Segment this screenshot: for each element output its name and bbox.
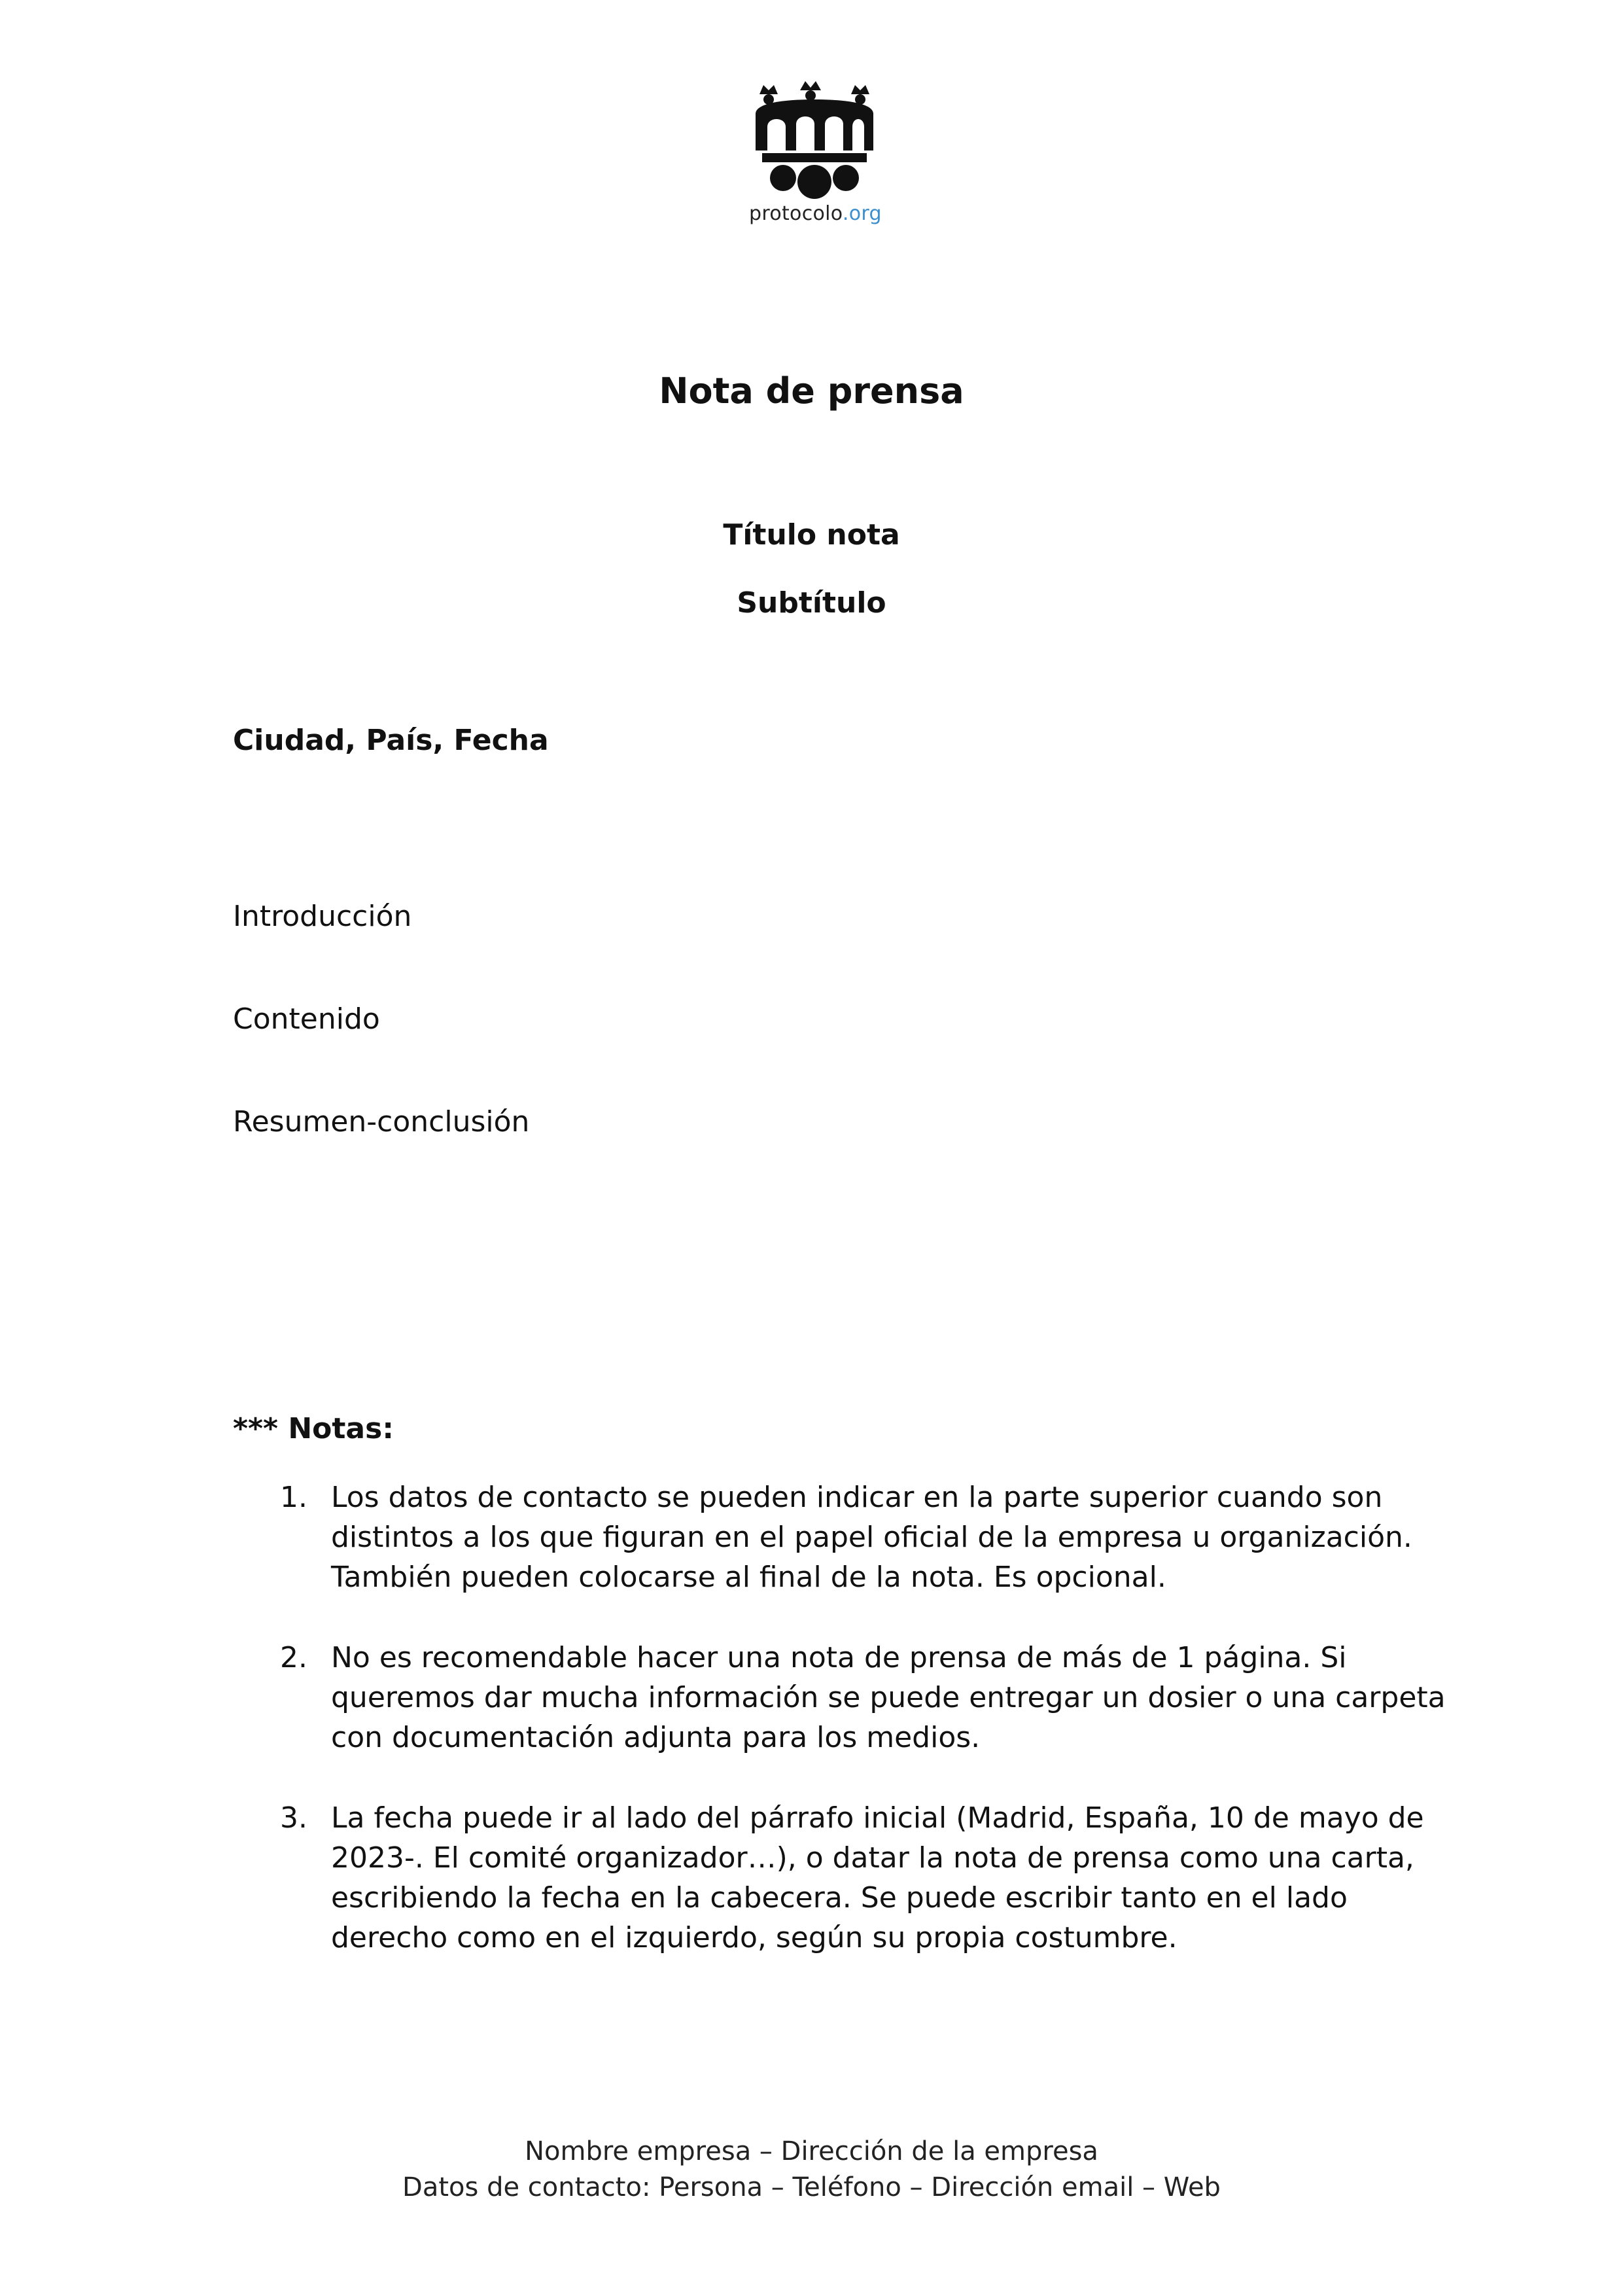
section-content: Contenido: [233, 1002, 380, 1036]
note-number: 2.: [280, 1641, 307, 1674]
crown-logo-icon: [749, 73, 880, 204]
note-subtitle: Subtítulo: [737, 586, 886, 620]
document-title: Nota de prensa: [659, 370, 964, 412]
protocolo-logo: [749, 73, 880, 237]
note-line: 2023-. El comité organizador…), o datar la nota de prensa como una carta,: [331, 1841, 1414, 1875]
footer-company-line: Nombre empresa – Dirección de la empresa: [525, 2136, 1098, 2166]
note-line: escribiendo la fecha en la cabecera. Se puede escribir tanto en el lado: [331, 1881, 1348, 1915]
note-number: 1.: [280, 1481, 307, 1514]
note-line: distintos a los que figuran en el papel oficial de la empresa u organización.: [331, 1521, 1412, 1554]
note-line: La fecha puede ir al lado del párrafo inicial (Madrid, España, 10 de mayo de: [331, 1801, 1424, 1835]
note-line: También pueden colocarse al final de la nota. Es opcional.: [331, 1561, 1166, 1594]
note-line: con documentación adjunta para los medios.: [331, 1721, 981, 1754]
section-summary: Resumen-conclusión: [233, 1105, 530, 1139]
note-line: Los datos de contacto se pueden indicar en la parte superior cuando son: [331, 1481, 1383, 1514]
place-date-line: Ciudad, País, Fecha: [233, 724, 549, 757]
logo-tld: .org: [842, 202, 882, 225]
footer-contact-line: Datos de contacto: Persona – Teléfono – Dirección email – Web: [402, 2172, 1221, 2202]
logo-name: protocolo: [749, 202, 843, 225]
note-line: No es recomendable hacer una nota de prensa de más de 1 página. Si: [331, 1641, 1347, 1674]
notes-heading: *** Notas:: [233, 1412, 394, 1445]
note-line: derecho como en el izquierdo, según su propia costumbre.: [331, 1921, 1178, 1954]
note-title: Título nota: [723, 518, 900, 552]
section-introduction: Introducción: [233, 900, 412, 933]
note-line: queremos dar mucha información se puede entregar un dosier o una carpeta: [331, 1681, 1446, 1714]
note-number: 3.: [280, 1801, 307, 1835]
logo-wordmark: [749, 202, 880, 225]
